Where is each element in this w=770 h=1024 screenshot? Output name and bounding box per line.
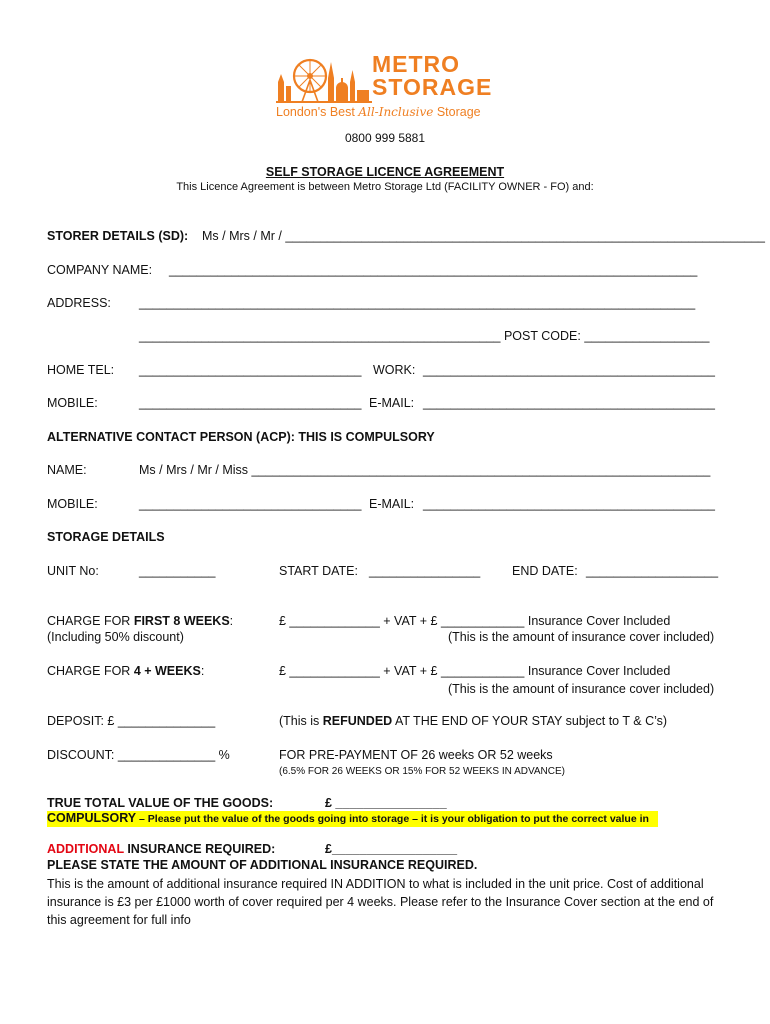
prepayment-subnote: (6.5% FOR 26 WEEKS OR 15% FOR 52 WEEKS IN ADVANCE) <box>279 766 566 777</box>
address-field-2[interactable]: ____________________________________________________ POST CODE: __________________ <box>139 329 710 343</box>
acp-name-field[interactable]: Ms / Mrs / Mr / Miss __________________________________________________________________ <box>139 463 711 477</box>
goods-value-label: TRUE TOTAL VALUE OF THE GOODS: <box>47 796 274 810</box>
charge-4-plus-weeks-label: CHARGE FOR 4 + WEEKS: <box>47 664 205 678</box>
additional-insurance-paragraph: This is the amount of additional insurance required IN ADDITION to what is included in the unit price. Cost of additional insurance is £3 per £1000 worth of cover required per 4 weeks. Please refer to the Insurance Cover section at the end of this agreement for full info <box>47 877 714 927</box>
unit-no-field[interactable]: ___________ <box>139 564 216 578</box>
compulsory-note: – Please put the value of the goods going into storage – it is your obligation to put the correct value in <box>136 813 649 825</box>
work-field[interactable]: __________________________________________ <box>423 363 715 377</box>
deposit-note: (This is REFUNDED AT THE END OF YOUR STAY subject to T & C’s) <box>279 714 668 728</box>
goods-value-field[interactable]: £ ________________ <box>325 796 447 810</box>
home-tel-field[interactable]: ________________________________ <box>139 363 362 377</box>
mobile-field[interactable]: ________________________________ <box>139 396 362 410</box>
storage-details-heading: STORAGE DETAILS <box>47 530 165 544</box>
start-date-field[interactable]: ________________ <box>369 564 481 578</box>
company-name-field[interactable]: ____________________________________________________________________________ <box>169 263 698 277</box>
address-field-1[interactable]: ________________________________________________________________________________ <box>139 296 696 310</box>
storer-details-label: STORER DETAILS (SD): <box>47 229 189 243</box>
address-label: ADDRESS: <box>47 296 111 310</box>
end-date-label: END DATE: <box>512 564 578 578</box>
compulsory-label: COMPULSORY <box>47 811 137 825</box>
acp-mobile-label: MOBILE: <box>47 497 98 511</box>
insurance-cover-note-2: (This is the amount of insurance cover included) <box>448 682 715 696</box>
acp-email-label: E-MAIL: <box>369 497 415 511</box>
charge-first-8-weeks-field[interactable]: £ _____________ + VAT + £ ____________ Insurance Cover Included <box>279 614 671 628</box>
work-label: WORK: <box>373 363 416 377</box>
company-name-label: COMPANY NAME: <box>47 263 153 277</box>
email-label: E-MAIL: <box>369 396 415 410</box>
logo-tagline: London's Best All-Inclusive Storage <box>276 105 481 119</box>
acp-mobile-field[interactable]: ________________________________ <box>139 497 362 511</box>
acp-email-field[interactable]: __________________________________________ <box>423 497 715 511</box>
acp-heading: ALTERNATIVE CONTACT PERSON (ACP): THIS IS COMPULSORY <box>47 430 435 444</box>
start-date-label: START DATE: <box>279 564 358 578</box>
unit-no-label: UNIT No: <box>47 564 99 578</box>
additional-insurance-field[interactable]: £__________________ <box>325 842 458 856</box>
compulsory-banner <box>47 811 658 827</box>
phone-number: 0800 999 5881 <box>344 131 426 145</box>
london-skyline-icon <box>276 52 372 104</box>
storer-name-field[interactable]: Ms / Mrs / Mr / _____________________________________________________________________ <box>202 229 766 243</box>
charge-first-8-weeks-note: (Including 50% discount) <box>47 630 184 644</box>
additional-insurance-instruction: PLEASE STATE THE AMOUNT OF ADDITIONAL INSURANCE REQUIRED. <box>47 858 478 872</box>
discount-field[interactable]: DISCOUNT: ______________ % <box>47 748 230 762</box>
prepayment-note: FOR PRE-PAYMENT OF 26 weeks OR 52 weeks <box>279 748 553 762</box>
charge-4-plus-weeks-field[interactable]: £ _____________ + VAT + £ ____________ Insurance Cover Included <box>279 664 671 678</box>
additional-insurance-label: ADDITIONAL INSURANCE REQUIRED: <box>47 842 276 856</box>
document-title: SELF STORAGE LICENCE AGREEMENT <box>265 165 505 179</box>
acp-name-label: NAME: <box>47 463 87 477</box>
insurance-cover-note-1: (This is the amount of insurance cover included) <box>448 630 715 644</box>
home-tel-label: HOME TEL: <box>47 363 115 377</box>
logo-text-storage: STORAGE <box>372 74 493 100</box>
mobile-label: MOBILE: <box>47 396 98 410</box>
charge-first-8-weeks-label: CHARGE FOR FIRST 8 WEEKS: <box>47 614 234 628</box>
document-subtitle: This Licence Agreement is between Metro Storage Ltd (FACILITY OWNER - FO) and: <box>176 181 594 193</box>
deposit-field[interactable]: DEPOSIT: £ ______________ <box>47 714 216 728</box>
email-field[interactable]: __________________________________________ <box>423 396 715 410</box>
logo-text-metro: METRO <box>372 51 461 77</box>
end-date-field[interactable]: ___________________ <box>586 564 719 578</box>
